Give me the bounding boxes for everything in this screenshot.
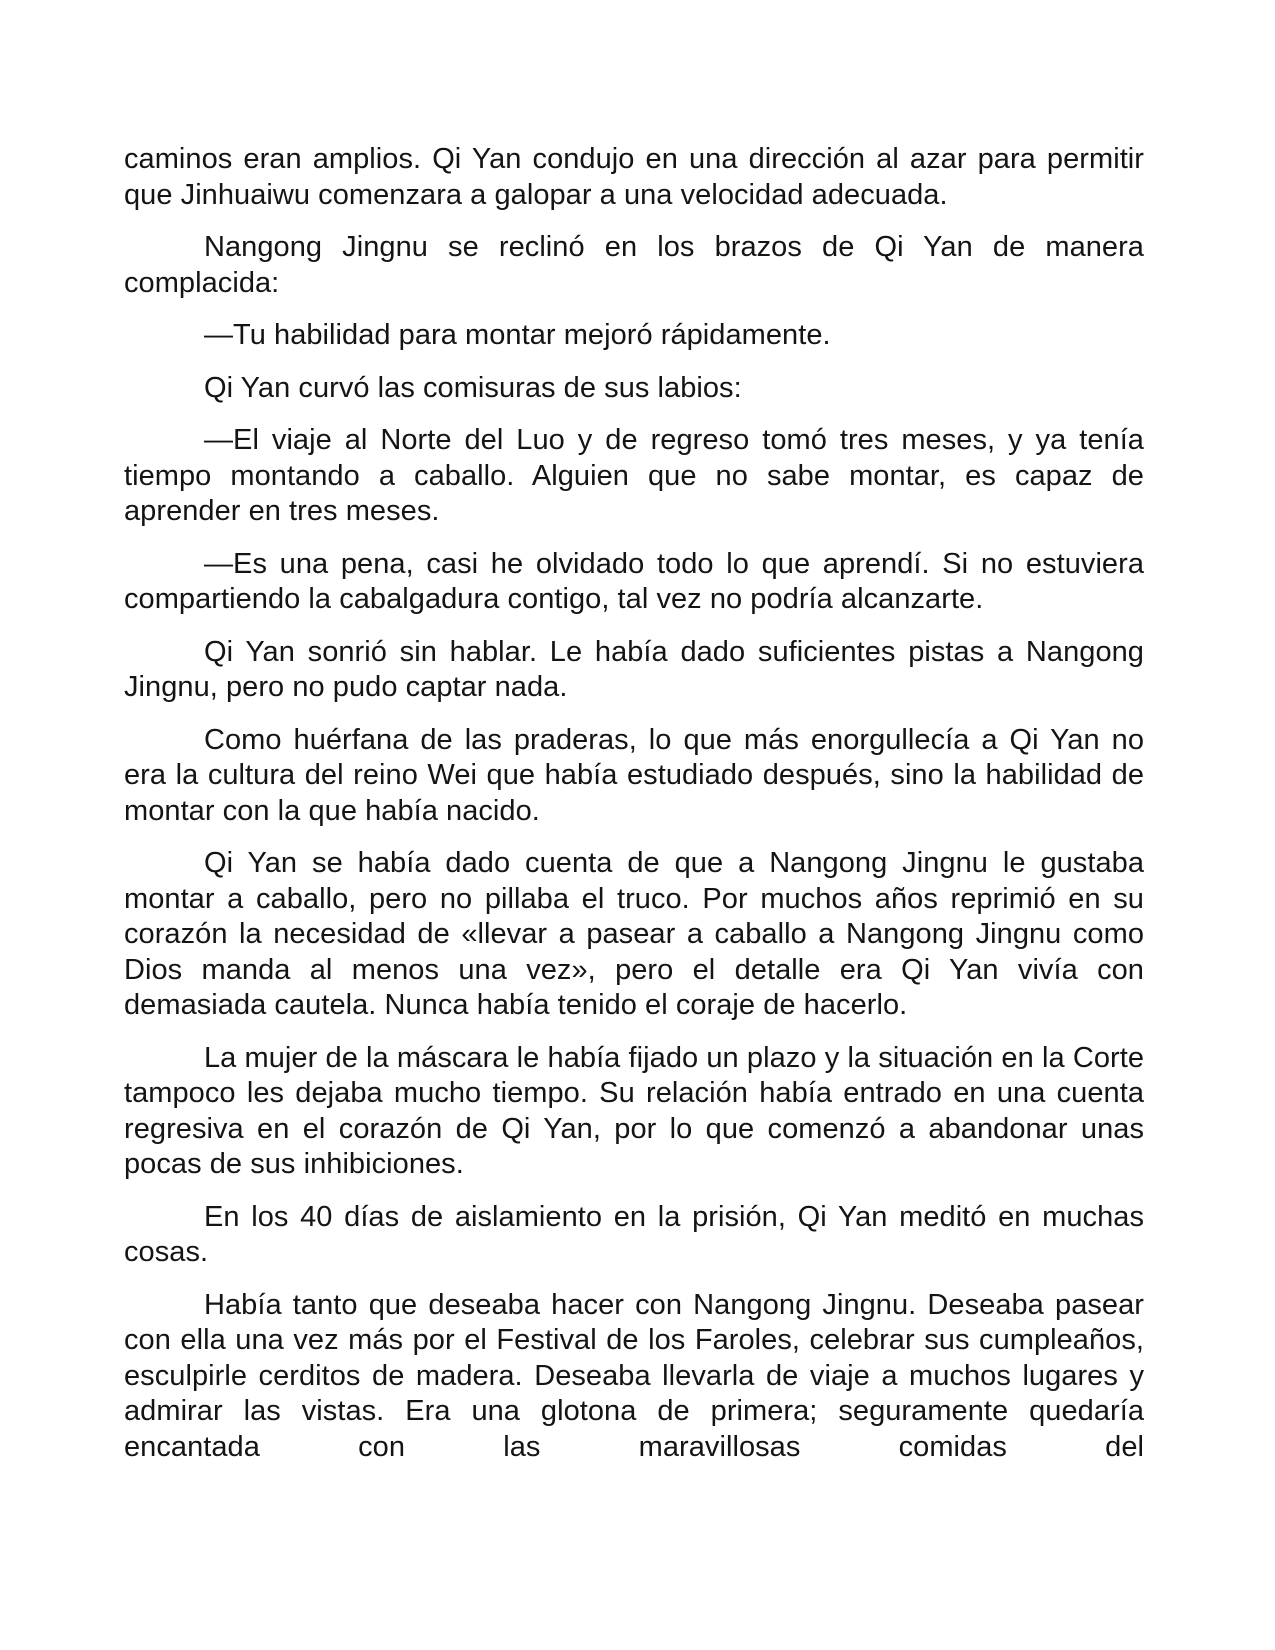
- paragraph: Qi Yan sonrió sin hablar. Le había dado suficientes pistas a Nangong Jingnu, pero no pudo captar nada.: [124, 635, 1144, 703]
- paragraph: Qi Yan curvó las comisuras de sus labios:: [204, 371, 742, 404]
- paragraph: Nangong Jingnu se reclinó en los brazos de Qi Yan de manera complacida:: [124, 231, 1144, 299]
- paragraph: —Es una pena, casi he olvidado todo lo que aprendí. Si no estuviera compartiendo la cabalgadura contigo, tal vez no podría alcanzarte.: [124, 547, 1144, 615]
- paragraph: —Tu habilidad para montar mejoró rápidamente.: [204, 319, 831, 351]
- paragraph: caminos eran amplios. Qi Yan condujo en una dirección al azar para permitir que Jinhuaiwu comenzara a galopar a una velocidad adecuada.: [124, 143, 1144, 211]
- paragraph: Había tanto que deseaba hacer con Nangong Jingnu. Deseaba pasear con ella una vez más por el Festival de los Faroles, celebrar sus cumpleaños, esculpirle cerditos de madera. Deseaba llevarla de viaje a muchos lugares y admirar las vistas. Era una glotona de primera; seguramente quedaría encantada con las maravillosas comidas del: [124, 1288, 1144, 1463]
- paragraph: La mujer de la máscara le había fijado un plazo y la situación en la Corte tampoco les dejaba mucho tiempo. Su relación había entrado en una cuenta regresiva en el corazón de Qi Yan, por lo que comenzó a abandonar unas pocas de sus inhibiciones.: [124, 1041, 1144, 1180]
- paragraph: Como huérfana de las praderas, lo que más enorgullecía a Qi Yan no era la cultura del reino Wei que había estudiado después, sino la habilidad de montar con la que había nacido.: [124, 723, 1144, 827]
- paragraph: En los 40 días de aislamiento en la prisión, Qi Yan meditó en muchas cosas.: [124, 1200, 1144, 1268]
- paragraph: Qi Yan se había dado cuenta de que a Nangong Jingnu le gustaba montar a caballo, pero no pillaba el truco. Por muchos años reprimió en su corazón la necesidad de «llevar a pasear a caballo a Nangong Jingnu como Dios manda al menos una vez», pero el detalle era Qi Yan vivía con demasiada cautela. Nunca había tenido el coraje de hacerlo.: [124, 847, 1144, 1021]
- paragraph: —El viaje al Norte del Luo y de regreso tomó tres meses, y ya tenía tiempo montando a caballo. Alguien que no sabe montar, es capaz de aprender en tres meses.: [124, 424, 1144, 527]
- body-text: [124, 142, 1144, 1465]
